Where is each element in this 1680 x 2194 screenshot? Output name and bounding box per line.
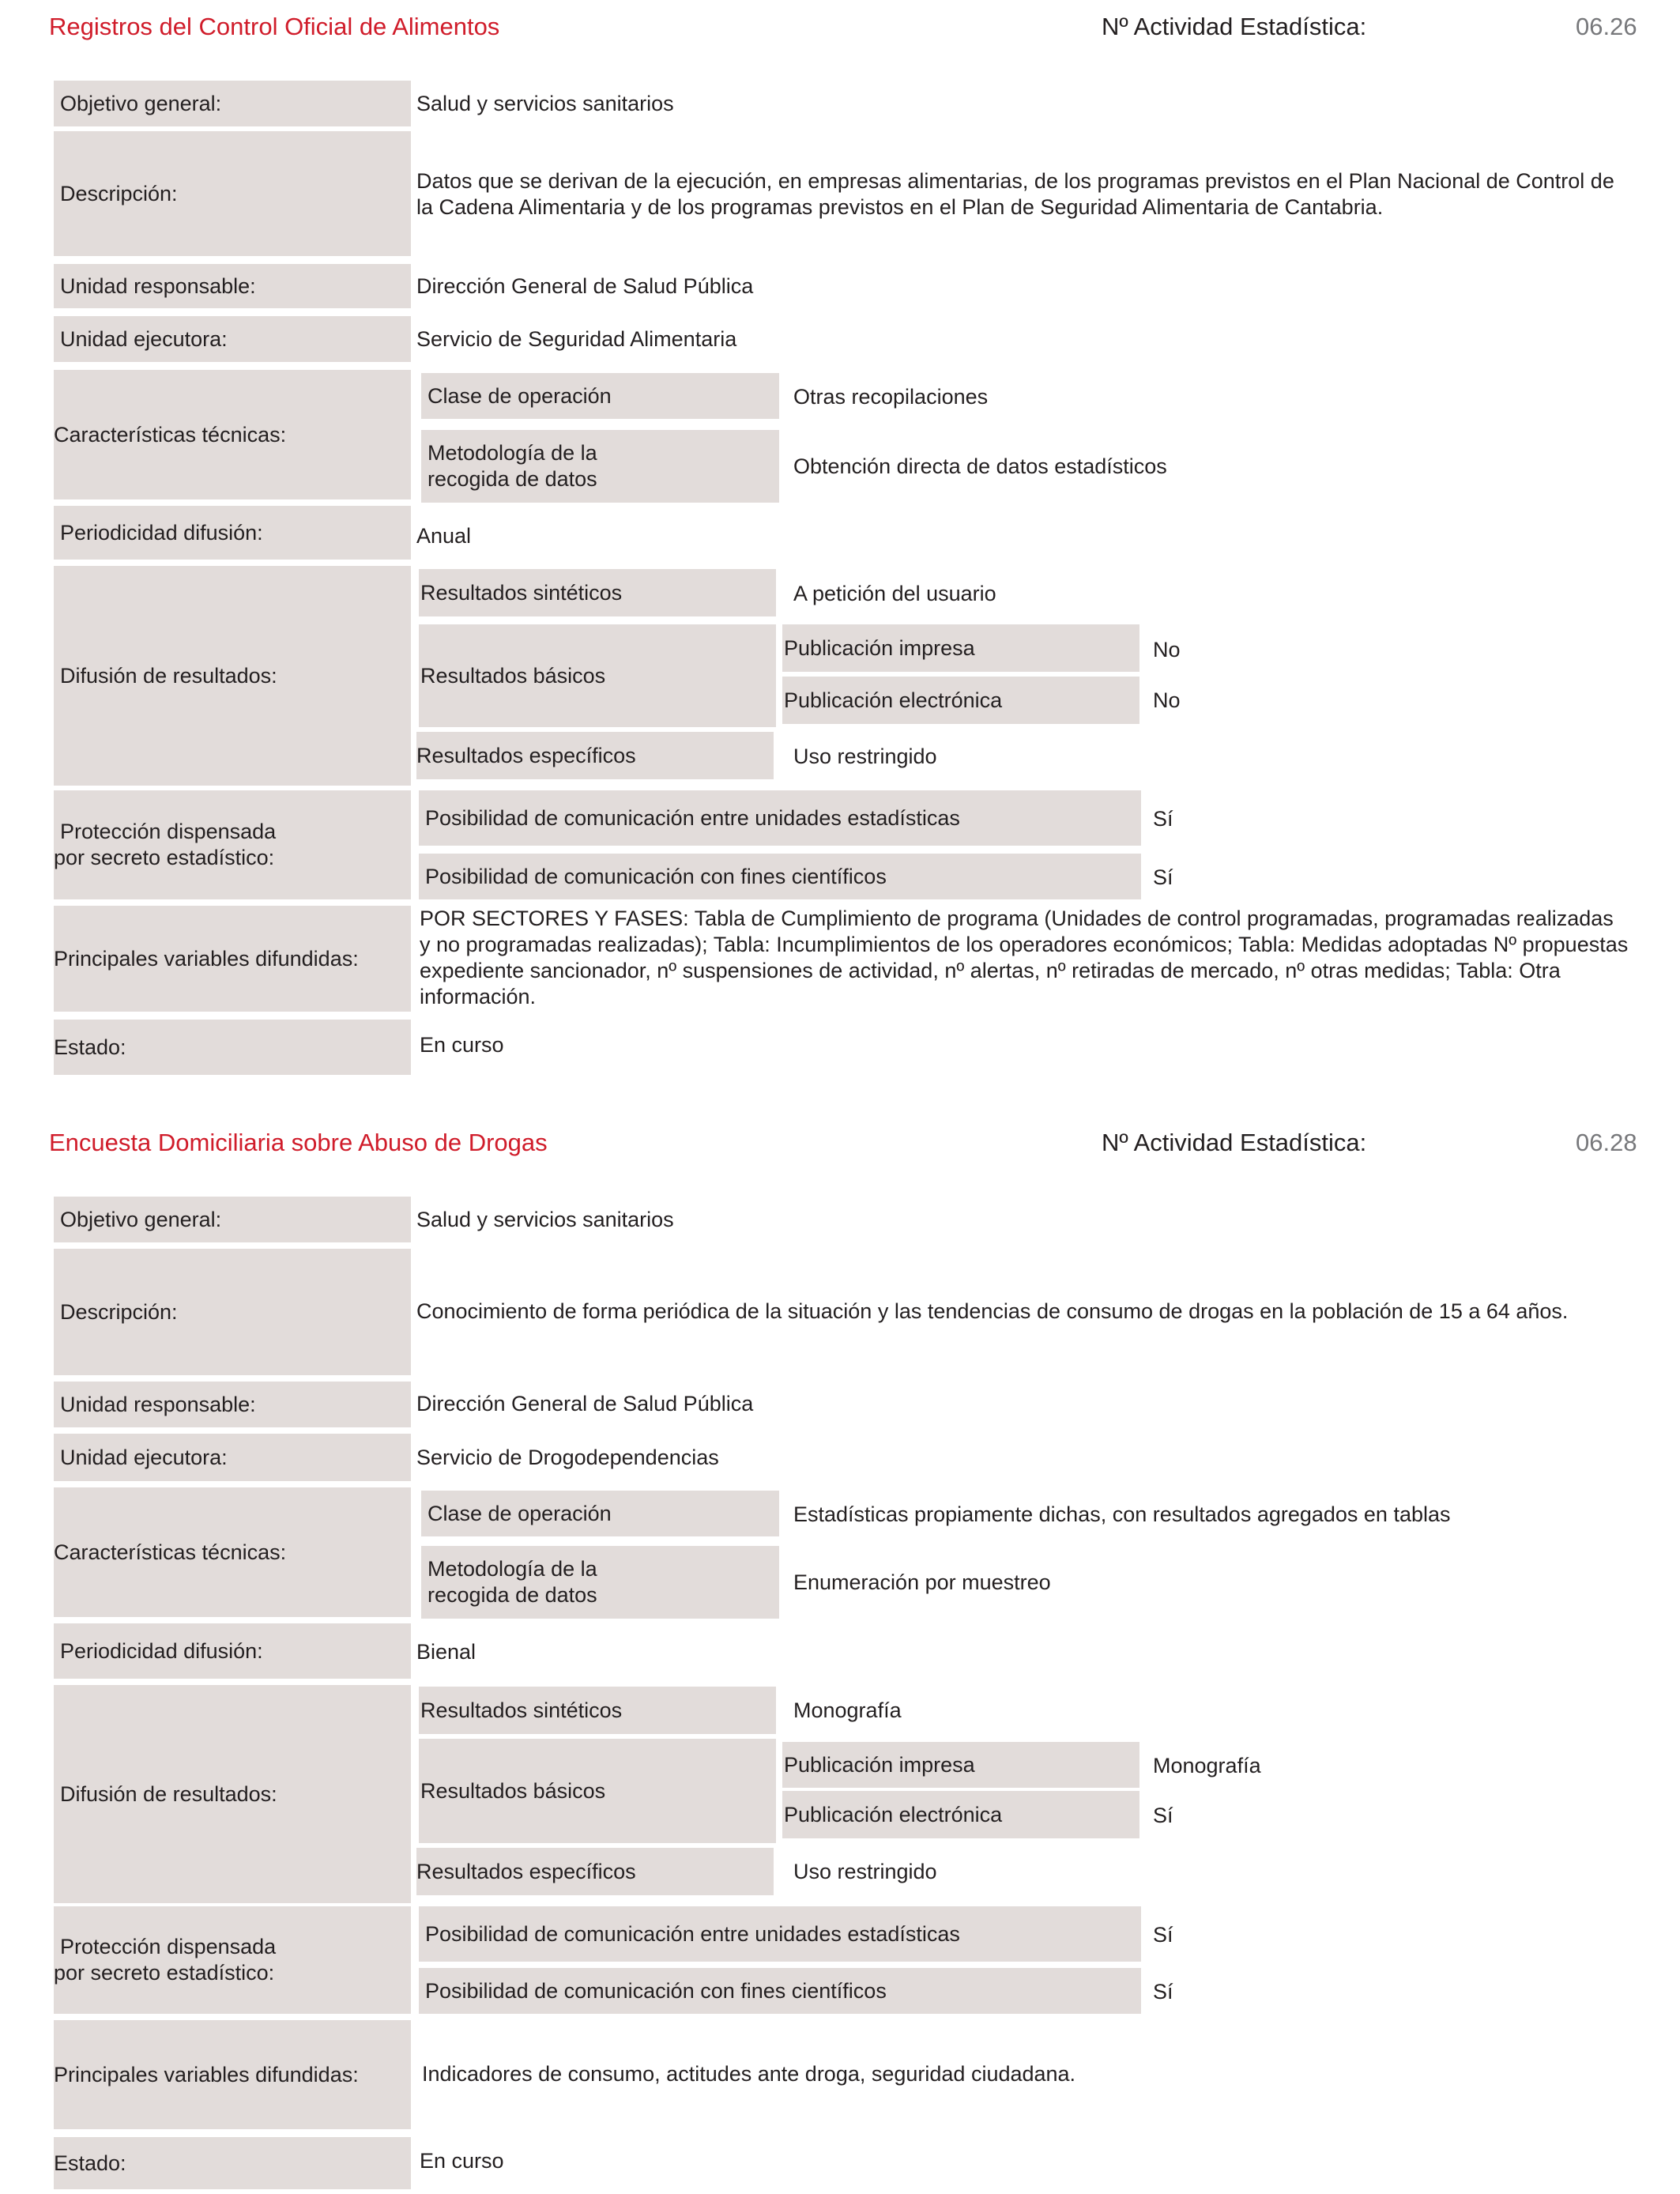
- activity-number: 06.26: [1576, 13, 1637, 40]
- unidad-responsable-label: Unidad responsable:: [54, 264, 411, 308]
- electronica-value: No: [1153, 688, 1181, 712]
- comunicacion-cientificos-value: Sí: [1153, 1980, 1173, 2004]
- impresa-label: Publicación impresa: [782, 1742, 1139, 1788]
- impresa-label: Publicación impresa: [782, 624, 1139, 672]
- comunicacion-unidades-label: Posibilidad de comunicación entre unidades estadísticas: [419, 1906, 1141, 1962]
- unidad-responsable-value: Dirección General de Salud Pública: [416, 1392, 754, 1416]
- proteccion-label: Protección dispensada por secreto estadístico:: [54, 790, 411, 899]
- estado-label: Estado:: [54, 2137, 411, 2189]
- especificos-label: Resultados específicos: [416, 732, 774, 779]
- descripcion-label: Descripción:: [54, 1249, 411, 1375]
- section-title: Registros del Control Oficial de Alimentos: [49, 13, 500, 40]
- difusion-label: Difusión de resultados:: [54, 566, 411, 786]
- metodologia-value: Enumeración por muestreo: [793, 1570, 1051, 1594]
- unidad-ejecutora-label: Unidad ejecutora:: [54, 316, 411, 362]
- comunicacion-unidades-label: Posibilidad de comunicación entre unidades estadísticas: [419, 790, 1141, 846]
- metodologia-value: Obtención directa de datos estadísticos: [793, 454, 1167, 478]
- difusion-label: Difusión de resultados:: [54, 1685, 411, 1903]
- clase-operacion-value: Estadísticas propiamente dichas, con resultados agregados en tablas: [793, 1502, 1451, 1526]
- comunicacion-cientificos-label: Posibilidad de comunicación con fines científicos: [419, 854, 1141, 899]
- variables-label: Principales variables difundidas:: [54, 906, 411, 1012]
- activity-number-label: Nº Actividad Estadística:: [1102, 13, 1367, 40]
- periodicidad-label: Periodicidad difusión:: [54, 506, 411, 560]
- sinteticos-label: Resultados sintéticos: [419, 569, 776, 616]
- objetivo-label: Objetivo general:: [54, 1197, 411, 1242]
- descripcion-value: Conocimiento de forma periódica de la situación y las tendencias de consumo de drogas en la población de 15 a 64 años.: [416, 1299, 1569, 1323]
- objetivo-label: Objetivo general:: [54, 81, 411, 126]
- estado-value: En curso: [420, 1033, 504, 1057]
- comunicacion-cientificos-value: Sí: [1153, 865, 1173, 889]
- clase-operacion-label: Clase de operación: [421, 1491, 779, 1536]
- comunicacion-cientificos-label: Posibilidad de comunicación con fines científicos: [419, 1968, 1141, 2014]
- estado-label: Estado:: [54, 1020, 411, 1075]
- periodicidad-value: Bienal: [416, 1640, 477, 1664]
- descripcion-value: Datos que se derivan de la ejecución, en empresas alimentarias, de los programas previstos en el Plan Nacional de Control de la Cadena Alimentaria y de los programas previstos en el Plan de Seguridad Alimentaria de Cantabria.: [416, 169, 1614, 219]
- objetivo-value: Salud y servicios sanitarios: [416, 1208, 674, 1231]
- electronica-value: Sí: [1153, 1804, 1173, 1827]
- metodologia-label: Metodología de la recogida de datos: [421, 430, 779, 503]
- estado-value: En curso: [420, 2149, 504, 2173]
- basicos-label: Resultados básicos: [419, 624, 776, 727]
- section-title: Encuesta Domiciliaria sobre Abuso de Drogas: [49, 1129, 548, 1156]
- especificos-value: Uso restringido: [793, 745, 937, 768]
- especificos-value: Uso restringido: [793, 1860, 937, 1883]
- sinteticos-label: Resultados sintéticos: [419, 1687, 776, 1734]
- unidad-responsable-value: Dirección General de Salud Pública: [416, 274, 754, 298]
- impresa-value: No: [1153, 638, 1181, 662]
- activity-number-label: Nº Actividad Estadística:: [1102, 1129, 1367, 1156]
- proteccion-label: Protección dispensada por secreto estadístico:: [54, 1906, 411, 2014]
- unidad-ejecutora-value: Servicio de Seguridad Alimentaria: [416, 327, 737, 351]
- activity-number: 06.28: [1576, 1129, 1637, 1156]
- especificos-label: Resultados específicos: [416, 1848, 774, 1895]
- electronica-label: Publicación electrónica: [782, 677, 1139, 724]
- sinteticos-value: Monografía: [793, 1698, 902, 1722]
- variables-label: Principales variables difundidas:: [54, 2020, 411, 2129]
- unidad-ejecutora-label: Unidad ejecutora:: [54, 1434, 411, 1481]
- descripcion-label: Descripción:: [54, 131, 411, 256]
- impresa-value: Monografía: [1153, 1754, 1261, 1777]
- metodologia-label: Metodología de la recogida de datos: [421, 1546, 779, 1619]
- caracteristicas-label: Características técnicas:: [54, 370, 411, 499]
- comunicacion-unidades-value: Sí: [1153, 807, 1173, 831]
- clase-operacion-label: Clase de operación: [421, 373, 779, 419]
- caracteristicas-label: Características técnicas:: [54, 1487, 411, 1617]
- objetivo-value: Salud y servicios sanitarios: [416, 92, 674, 115]
- basicos-label: Resultados básicos: [419, 1739, 776, 1843]
- unidad-ejecutora-value: Servicio de Drogodependencias: [416, 1446, 719, 1469]
- variables-value: Indicadores de consumo, actitudes ante droga, seguridad ciudadana.: [422, 2062, 1076, 2086]
- periodicidad-value: Anual: [416, 524, 472, 548]
- periodicidad-label: Periodicidad difusión:: [54, 1623, 411, 1679]
- sinteticos-value: A petición del usuario: [793, 582, 996, 605]
- clase-operacion-value: Otras recopilaciones: [793, 385, 989, 409]
- variables-value: POR SECTORES Y FASES: Tabla de Cumplimiento de programa (Unidades de control programadas, programadas realizadas y no programadas realizadas); Tabla: Incumplimientos de los operadores económicos; Tabla: Medidas adoptadas Nº propuestas expediente sancionador, nº suspensiones de actividad, nº alertas, nº retiradas de mercado, nº otras medidas; Tabla: Otra información.: [420, 907, 1629, 1008]
- comunicacion-unidades-value: Sí: [1153, 1923, 1173, 1947]
- electronica-label: Publicación electrónica: [782, 1791, 1139, 1838]
- unidad-responsable-label: Unidad responsable:: [54, 1382, 411, 1427]
